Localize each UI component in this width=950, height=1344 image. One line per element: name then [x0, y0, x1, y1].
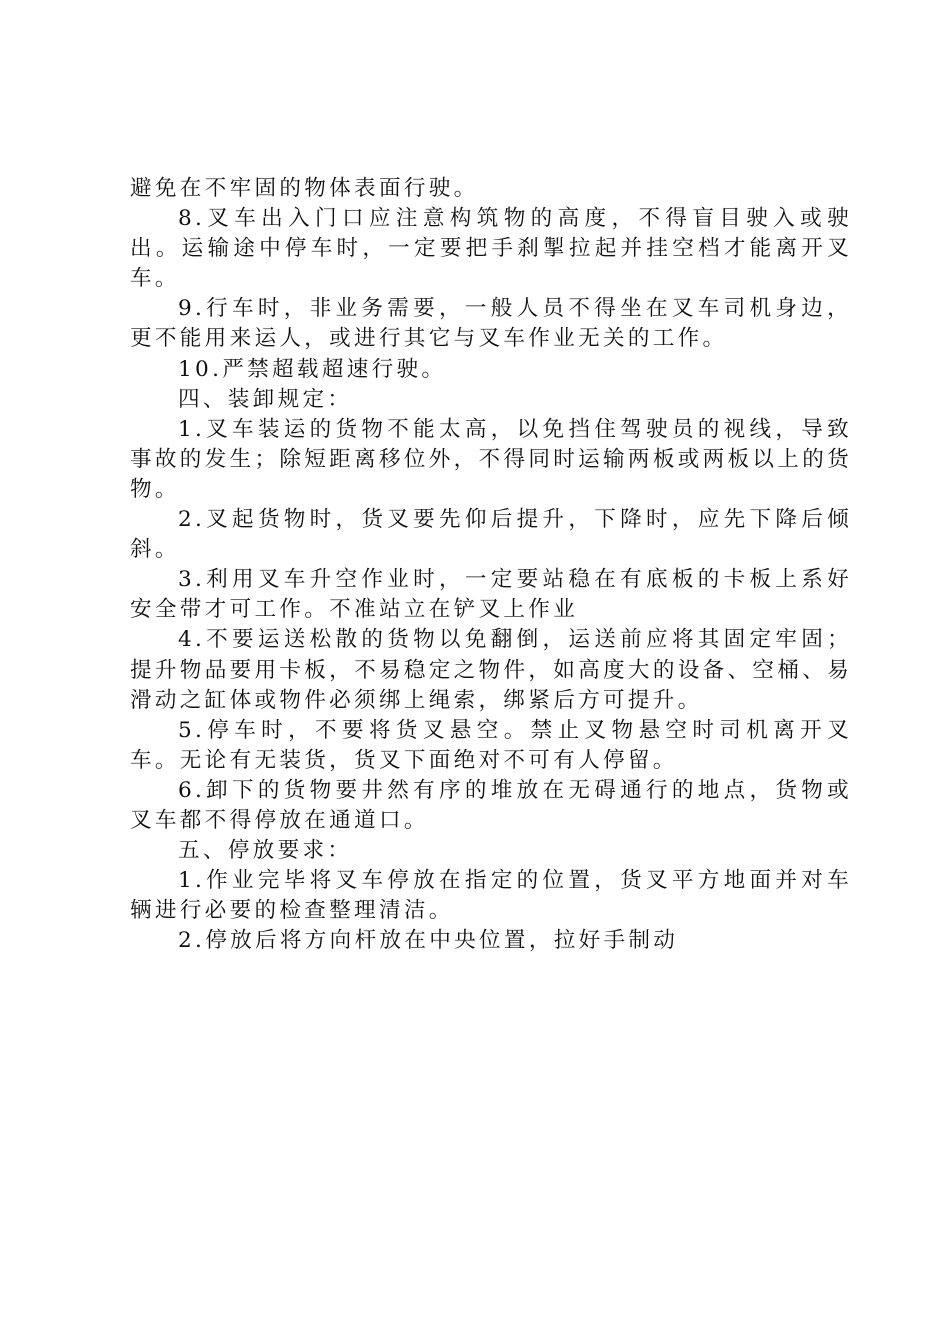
paragraph: 8.叉车出入门口应注意构筑物的高度，不得盲目驶入或驶出。运输途中停车时，一定要把手刹掣拉起并挂空档才能离开叉车。 [130, 206, 852, 292]
paragraph: 5.停车时，不要将货叉悬空。禁止叉物悬空时司机离开叉车。无论有无装货，货叉下面绝对不可有人停留。 [130, 717, 852, 773]
section-heading: 四、装卸规定： [178, 386, 353, 412]
paragraph: 4.不要运送松散的货物以免翻倒，运送前应将其固定牢固；提升物品要用卡板，不易稳定之物件，如高度大的设备、空桶、易滑动之缸体或物件必须绑上绳索，绑紧后方可提升。 [130, 627, 852, 713]
paragraph: 9.行车时，非业务需要，一般人员不得坐在叉车司机身边，更不能用来运人，或进行其它与叉车作业无关的工作。 [130, 296, 852, 352]
paragraph: 2.叉起货物时，货叉要先仰后提升，下降时，应先下降后倾斜。 [130, 507, 852, 563]
paragraph: 2.停放后将方向杆放在中央位置，拉好手制动 [178, 928, 679, 954]
paragraph: 避免在不牢固的物体表面行驶。 [130, 176, 479, 201]
paragraph: 1.叉车装运的货物不能太高，以免挡住驾驶员的视线，导致事故的发生；除短距离移位外，不得同时运输两板或两板以上的货物。 [130, 416, 852, 502]
paragraph: 10.严禁超载超速行驶。 [178, 356, 447, 382]
paragraph: 6.卸下的货物要井然有序的堆放在无碍通行的地点，货物或叉车都不得停放在通道口。 [130, 777, 852, 833]
paragraph: 3.利用叉车升空作业时，一定要站稳在有底板的卡板上系好安全带才可工作。不准站立在铲叉上作业 [130, 567, 852, 623]
paragraph: 1.作业完毕将叉车停放在指定的位置，货叉平方地面并对车辆进行必要的检查整理清洁。 [130, 868, 852, 924]
document-body [130, 174, 852, 956]
section-heading: 五、停放要求： [178, 838, 353, 864]
